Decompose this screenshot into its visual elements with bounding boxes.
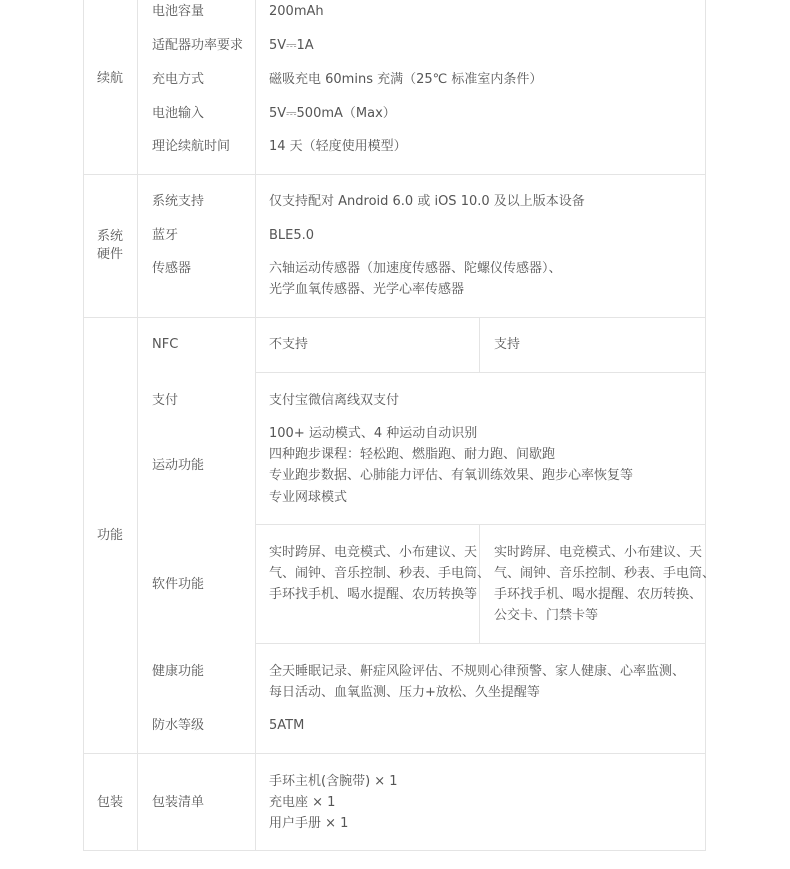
value-sport-line: 四种跑步课程：轻松跑、燃脂跑、耐力跑、间歇跑: [269, 447, 556, 462]
value-bluetooth: BLE5.0: [269, 228, 315, 243]
label-adapter-power: 适配器功率要求: [152, 38, 244, 53]
value-software-standard-line: 实时跨屏、电竞模式、小布建议、天: [269, 545, 478, 560]
label-battery-capacity: 电池容量: [152, 4, 205, 19]
value-package-line: 用户手册 × 1: [269, 816, 349, 831]
category-hardware-line2: 硬件: [97, 247, 124, 262]
nfc-row-divider: [255, 372, 706, 373]
value-sensors-line1: 六轴运动传感器（加速度传感器、陀螺仪传感器）、: [269, 261, 562, 276]
value-sport-line: 专业网球模式: [269, 490, 348, 505]
value-charging-method: 磁吸充电 60mins 充满（25℃ 标准室内条件）: [269, 72, 543, 87]
value-nfc-version: 支持: [494, 337, 521, 352]
label-package-list: 包装清单: [152, 795, 205, 810]
value-battery-life: 14 天（轻度使用模型）: [269, 139, 407, 154]
section-divider-function: [83, 753, 706, 754]
table-left-border: [83, 0, 84, 851]
value-package-line: 手环主机(含腕带) × 1: [269, 774, 398, 789]
nfc-split-divider: [479, 317, 480, 372]
value-battery-input: 5V⎓500mA（Max）: [269, 106, 396, 121]
label-system-support: 系统支持: [152, 194, 205, 209]
label-column-divider: [255, 0, 256, 851]
software-row-top-divider: [255, 524, 706, 525]
label-sport: 运动功能: [152, 458, 205, 473]
value-payment: 支付宝微信离线双支付: [269, 393, 400, 408]
label-charging-method: 充电方式: [152, 72, 205, 87]
label-battery-life: 理论续航时间: [152, 139, 231, 154]
value-software-nfc-line: 公交卡、门禁卡等: [494, 608, 599, 623]
table-right-border: [705, 0, 706, 851]
value-software-standard-line: 气、闹钟、音乐控制、秒表、手电筒、: [269, 566, 491, 581]
category-function: 功能: [97, 528, 124, 543]
value-system-support: 仅支持配对 Android 6.0 或 iOS 10.0 及以上版本设备: [269, 194, 585, 209]
value-sport-line: 100+ 运动模式、4 种运动自动识别: [269, 426, 478, 441]
section-divider-hardware: [83, 317, 706, 318]
value-software-nfc-line: 手环找手机、喝水提醒、农历转换、: [494, 587, 703, 602]
category-battery: 续航: [97, 71, 124, 86]
category-column-divider: [137, 0, 138, 851]
label-software: 软件功能: [152, 577, 205, 592]
software-row-bottom-divider: [255, 643, 706, 644]
label-waterproof: 防水等级: [152, 718, 205, 733]
label-bluetooth: 蓝牙: [152, 228, 179, 243]
value-waterproof: 5ATM: [269, 718, 305, 733]
value-sport-line: 专业跑步数据、心肺能力评估、有氧训练效果、跑步心率恢复等: [269, 468, 634, 483]
section-divider-battery: [83, 174, 706, 175]
value-software-standard-line: 手环找手机、喝水提醒、农历转换等: [269, 587, 478, 602]
value-health-line: 每日活动、血氧监测、压力+放松、久坐提醒等: [269, 685, 540, 700]
table-bottom-border: [83, 850, 706, 851]
category-hardware-line1: 系统: [97, 229, 124, 244]
label-nfc: NFC: [152, 337, 179, 352]
value-package-line: 充电座 × 1: [269, 795, 336, 810]
value-nfc-standard: 不支持: [269, 337, 309, 352]
value-battery-capacity: 200mAh: [269, 4, 324, 19]
label-battery-input: 电池输入: [152, 106, 205, 121]
category-package: 包装: [97, 795, 124, 810]
value-software-nfc-line: 实时跨屏、电竞模式、小布建议、天: [494, 545, 703, 560]
value-sensors-line2: 光学血氧传感器、光学心率传感器: [269, 282, 465, 297]
value-health-line: 全天睡眠记录、鼾症风险评估、不规则心律预警、家人健康、心率监测、: [269, 664, 686, 679]
value-software-nfc-line: 气、闹钟、音乐控制、秒表、手电筒、: [494, 566, 716, 581]
value-adapter-power: 5V⎓1A: [269, 38, 314, 53]
label-sensors: 传感器: [152, 261, 192, 276]
label-payment: 支付: [152, 393, 179, 408]
label-health: 健康功能: [152, 664, 205, 679]
